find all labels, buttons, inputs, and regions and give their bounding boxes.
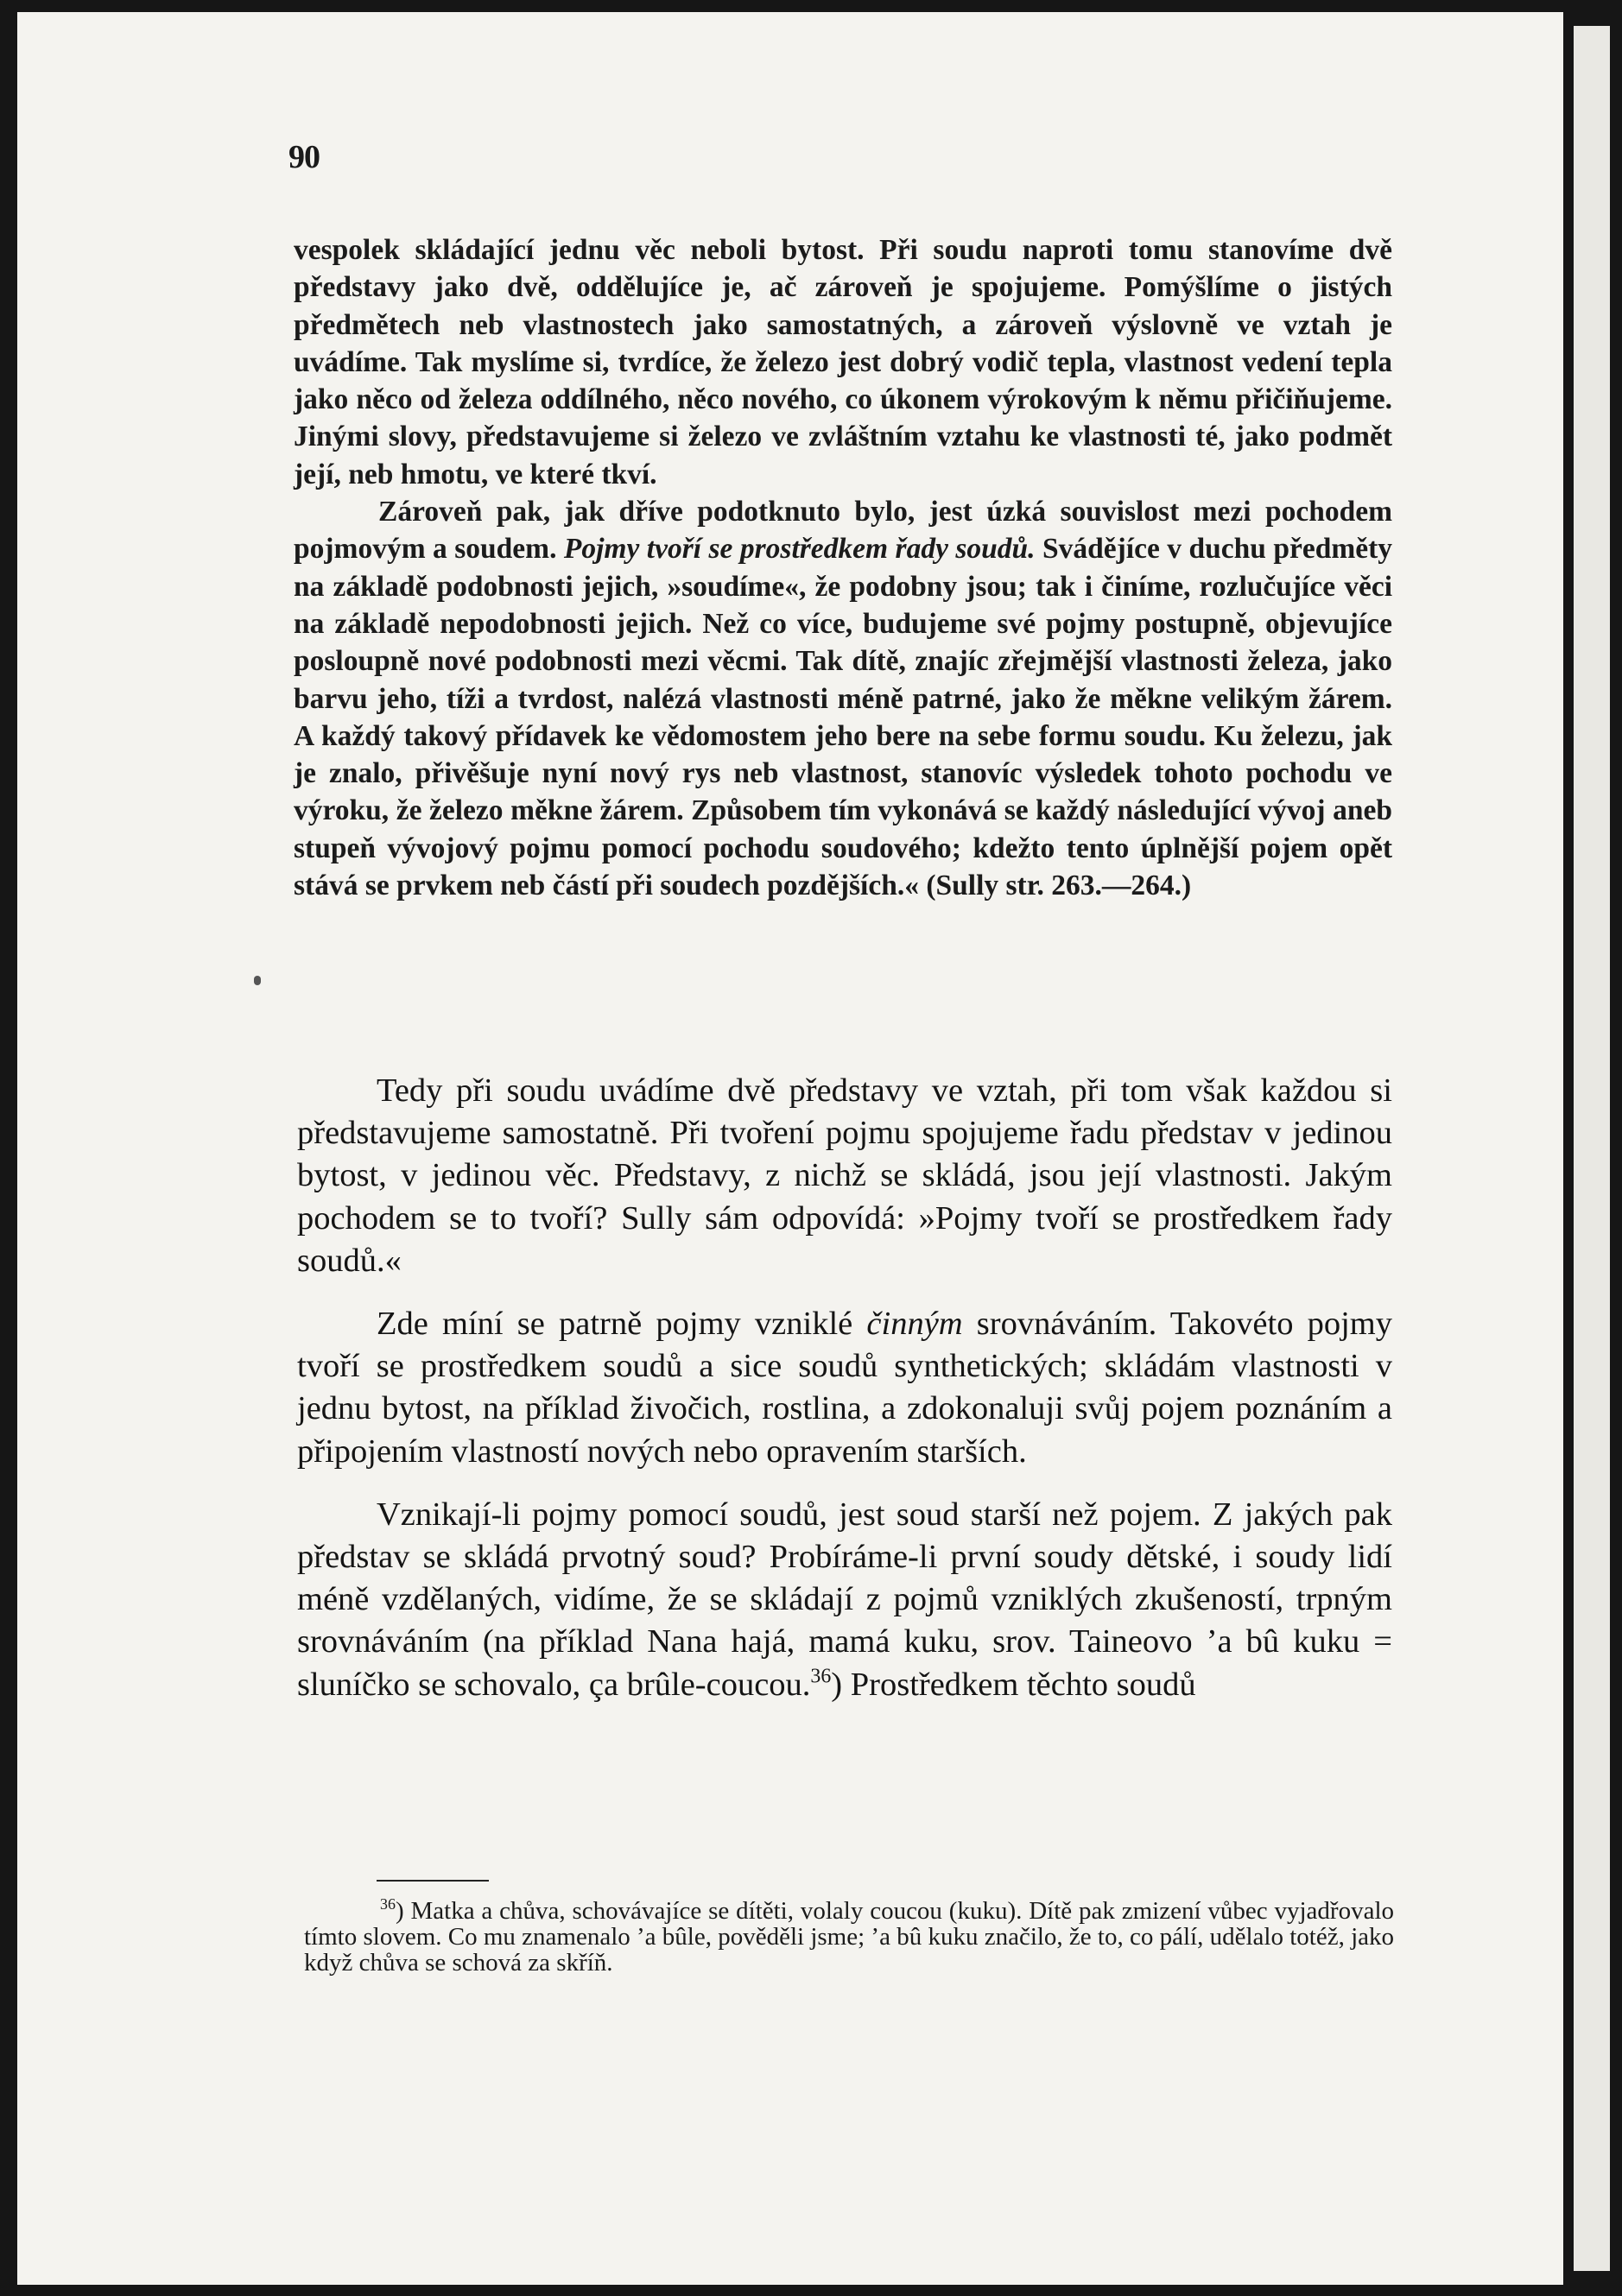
quote-paragraph-2-start: Zároveň pak, jak dříve podotknuto bylo, jest úzká souvislost mezi pochodem pojmovým a soudem. bbox=[294, 496, 1392, 566]
quote-paragraph-2-rest: Svádějíce v duchu předměty na základě podobnosti jejich, »soudíme«, že podobny jsou; tak i činíme, rozlučujíce věci na základě nepodobnosti jejich. Než co více, budujeme své pojmy postupně, objevujíce posloupně nové podobnosti mezi věcmi. Tak dítě, znajíc zřejmější vlastnosti železa, jako barvu jeho, tíži a tvrdost, nalézá vlastnosti méně patrné, jako že měkne velikým žárem. A každý takový přídavek ke vědomostem jeho bere na sebe formu soudu. Ku železu, jak je znalo, přivěšuje nyní nový rys neb vlastnost, stanovíc výsledek tohoto pochodu ve výroku, že železo měkne žárem. Způsobem tím vykonává se každý následující vývoj aneb stupeň vývojový pojmu pomocí pochodu soudového; kdežto tento úplnější pojem opět stává se prvkem neb částí při soudech pozdějších.« (Sully str. 263.—264.) bbox=[294, 533, 1393, 902]
body-paragraph-3-end: ) Prostředkem těchto soudů bbox=[831, 1666, 1196, 1703]
body-paragraph-2-start: Zde míní se patrně pojmy vzniklé bbox=[377, 1306, 853, 1343]
quote-paragraph-1: vespolek skládající jednu věc neboli bytost. Při soudu naproti tomu stanovíme dvě představy jako dvě, oddělujíce je, ač zároveň je spojujeme. Pomýšlíme o jistých předmětech neb vlastnostech jako samostatných, a zároveň výslovně ve vztah je uvádíme. Tak myslíme si, tvrdíce, že železo jest dobrý vodič tepla, vlastnost vedení tepla jako něco od železa oddílného, něco nového, co úkonem výrokovým k němu přičiňujeme. Jinými slovy, představujeme si železo ve zvláštním vztahu ke vlastnosti té, jako podmět její, neb hmotu, ve které tkví. bbox=[294, 234, 1392, 490]
body-paragraph-1: Tedy při soudu uvádíme dvě představy ve vztah, při tom však každou si představujeme samostatně. Při tvoření pojmu spojujeme řadu představ v jedinou bytost, v jedinou věc. Představy, z nichž se skládá, jsou její vlastnosti. Jakým pochodem se to tvoří? Sully sám odpovídá: »Pojmy tvoří se prostředkem řady soudů.« bbox=[297, 1072, 1392, 1279]
body-paragraph-2-rest: srovnáváním. Takovéto pojmy tvoří se prostředkem soudů a sice soudů synthetických; skládám vlastnosti v jednu bytost, na příklad živočich, rostlina, a zdokonaluji svůj pojem poznáním a připojením vlastností nových nebo opravením starších. bbox=[297, 1306, 1393, 1470]
ink-speck bbox=[254, 976, 261, 985]
body-paragraph-3-start: Vznikají-li pojmy pomocí soudů, jest soud starší než pojem. Z jakých pak představ se skládá prvotný soud? Probíráme-li první soudy dětské, i soudy lidí méně vzdělaných, vidíme, že se skládají z pojmů vzniklých zkušeností, trpným srovnáváním (na příklad Nana hajá, mamá kuku, srov. Taineovo ’a bû kuku = sluníčko se schovalo, ça brûle-coucou. bbox=[297, 1496, 1392, 1703]
footnote bbox=[304, 1895, 1394, 1977]
footnote-reference: 36 bbox=[810, 1665, 832, 1688]
quoted-passage bbox=[294, 231, 1392, 904]
body-italic-word: činným bbox=[866, 1306, 963, 1343]
body-paragraph-2 bbox=[297, 1303, 1392, 1473]
footnote-number: 36 bbox=[380, 1895, 396, 1913]
footnote-divider bbox=[377, 1880, 489, 1882]
footnote-paragraph bbox=[304, 1895, 1394, 1977]
adjacent-page-edge bbox=[1574, 26, 1610, 2271]
page-number: 90 bbox=[288, 139, 320, 175]
quote-paragraph-2 bbox=[294, 493, 1392, 904]
quote-italic-phrase: Pojmy tvoří se prostředkem řady soudů. bbox=[563, 533, 1036, 566]
body-paragraph-3 bbox=[297, 1494, 1392, 1706]
main-text bbox=[297, 1070, 1392, 1706]
footnote-text: ) Matka a chůva, schovávajíce se dítěti, volaly coucou (kuku). Dítě pak zmizení vůbec vyjadřovalo tímto slovem. Co mu znamenalo ’a bûle, pověděli jsme; ’a bû kuku značilo, že to, co pálí, udělalo totéž, jako když chůva se schová za skříň. bbox=[304, 1897, 1394, 1977]
